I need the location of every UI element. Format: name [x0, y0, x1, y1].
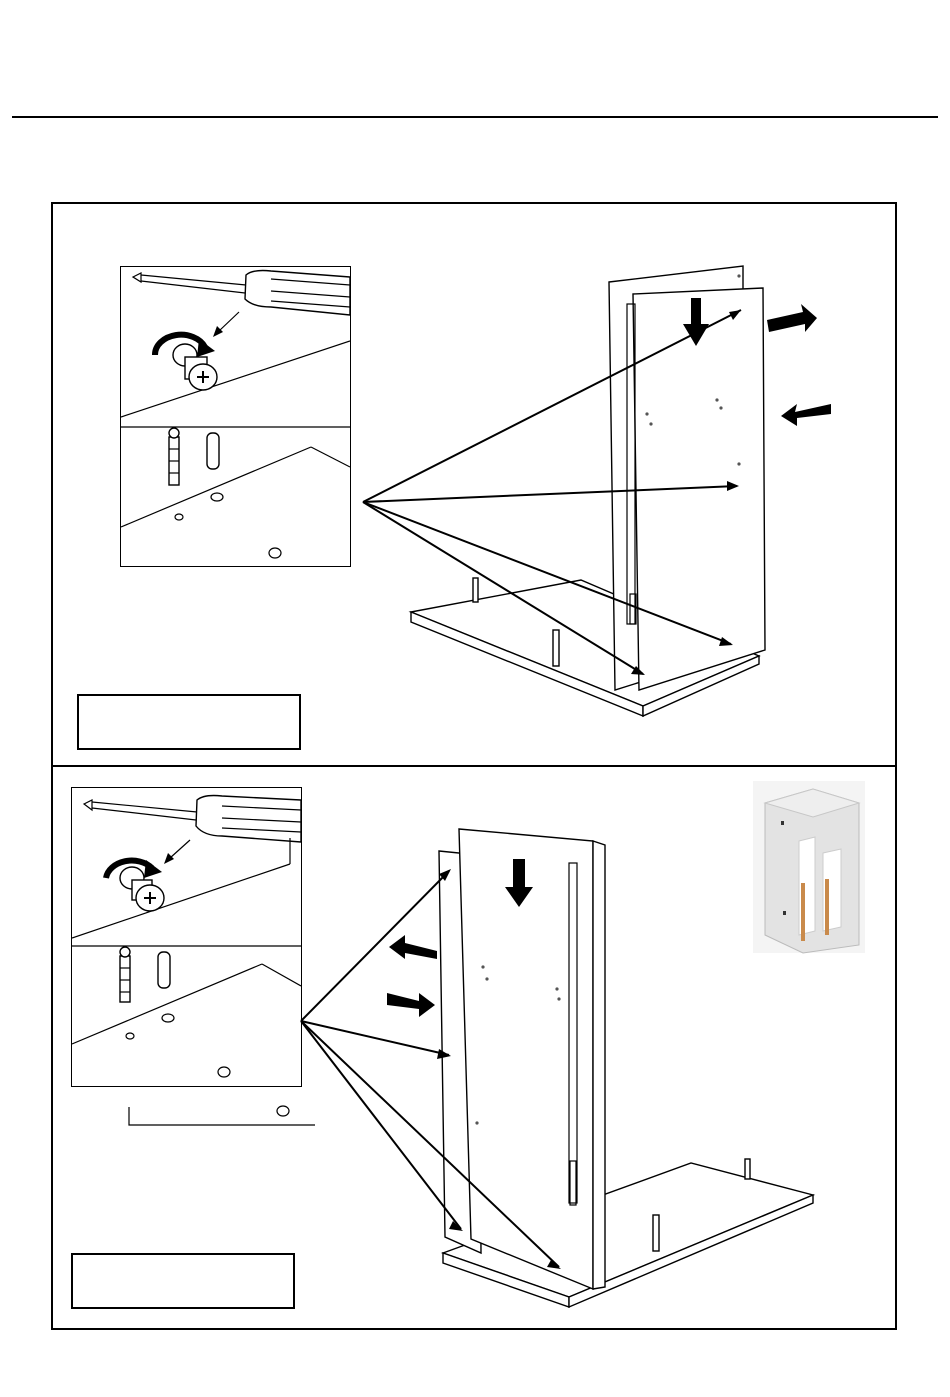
- step-1-cabinet-drawing: [53, 204, 899, 769]
- front-side-panel: [459, 829, 593, 1289]
- assembled-cabinet-photo: [753, 781, 865, 953]
- step-2-label-box: [71, 1253, 295, 1309]
- step-1-label-box: [77, 694, 301, 750]
- header-rule: [12, 116, 938, 118]
- step-2-panel: [51, 765, 897, 1330]
- inset-bracket: [129, 1107, 315, 1125]
- step-1-panel: [51, 202, 897, 767]
